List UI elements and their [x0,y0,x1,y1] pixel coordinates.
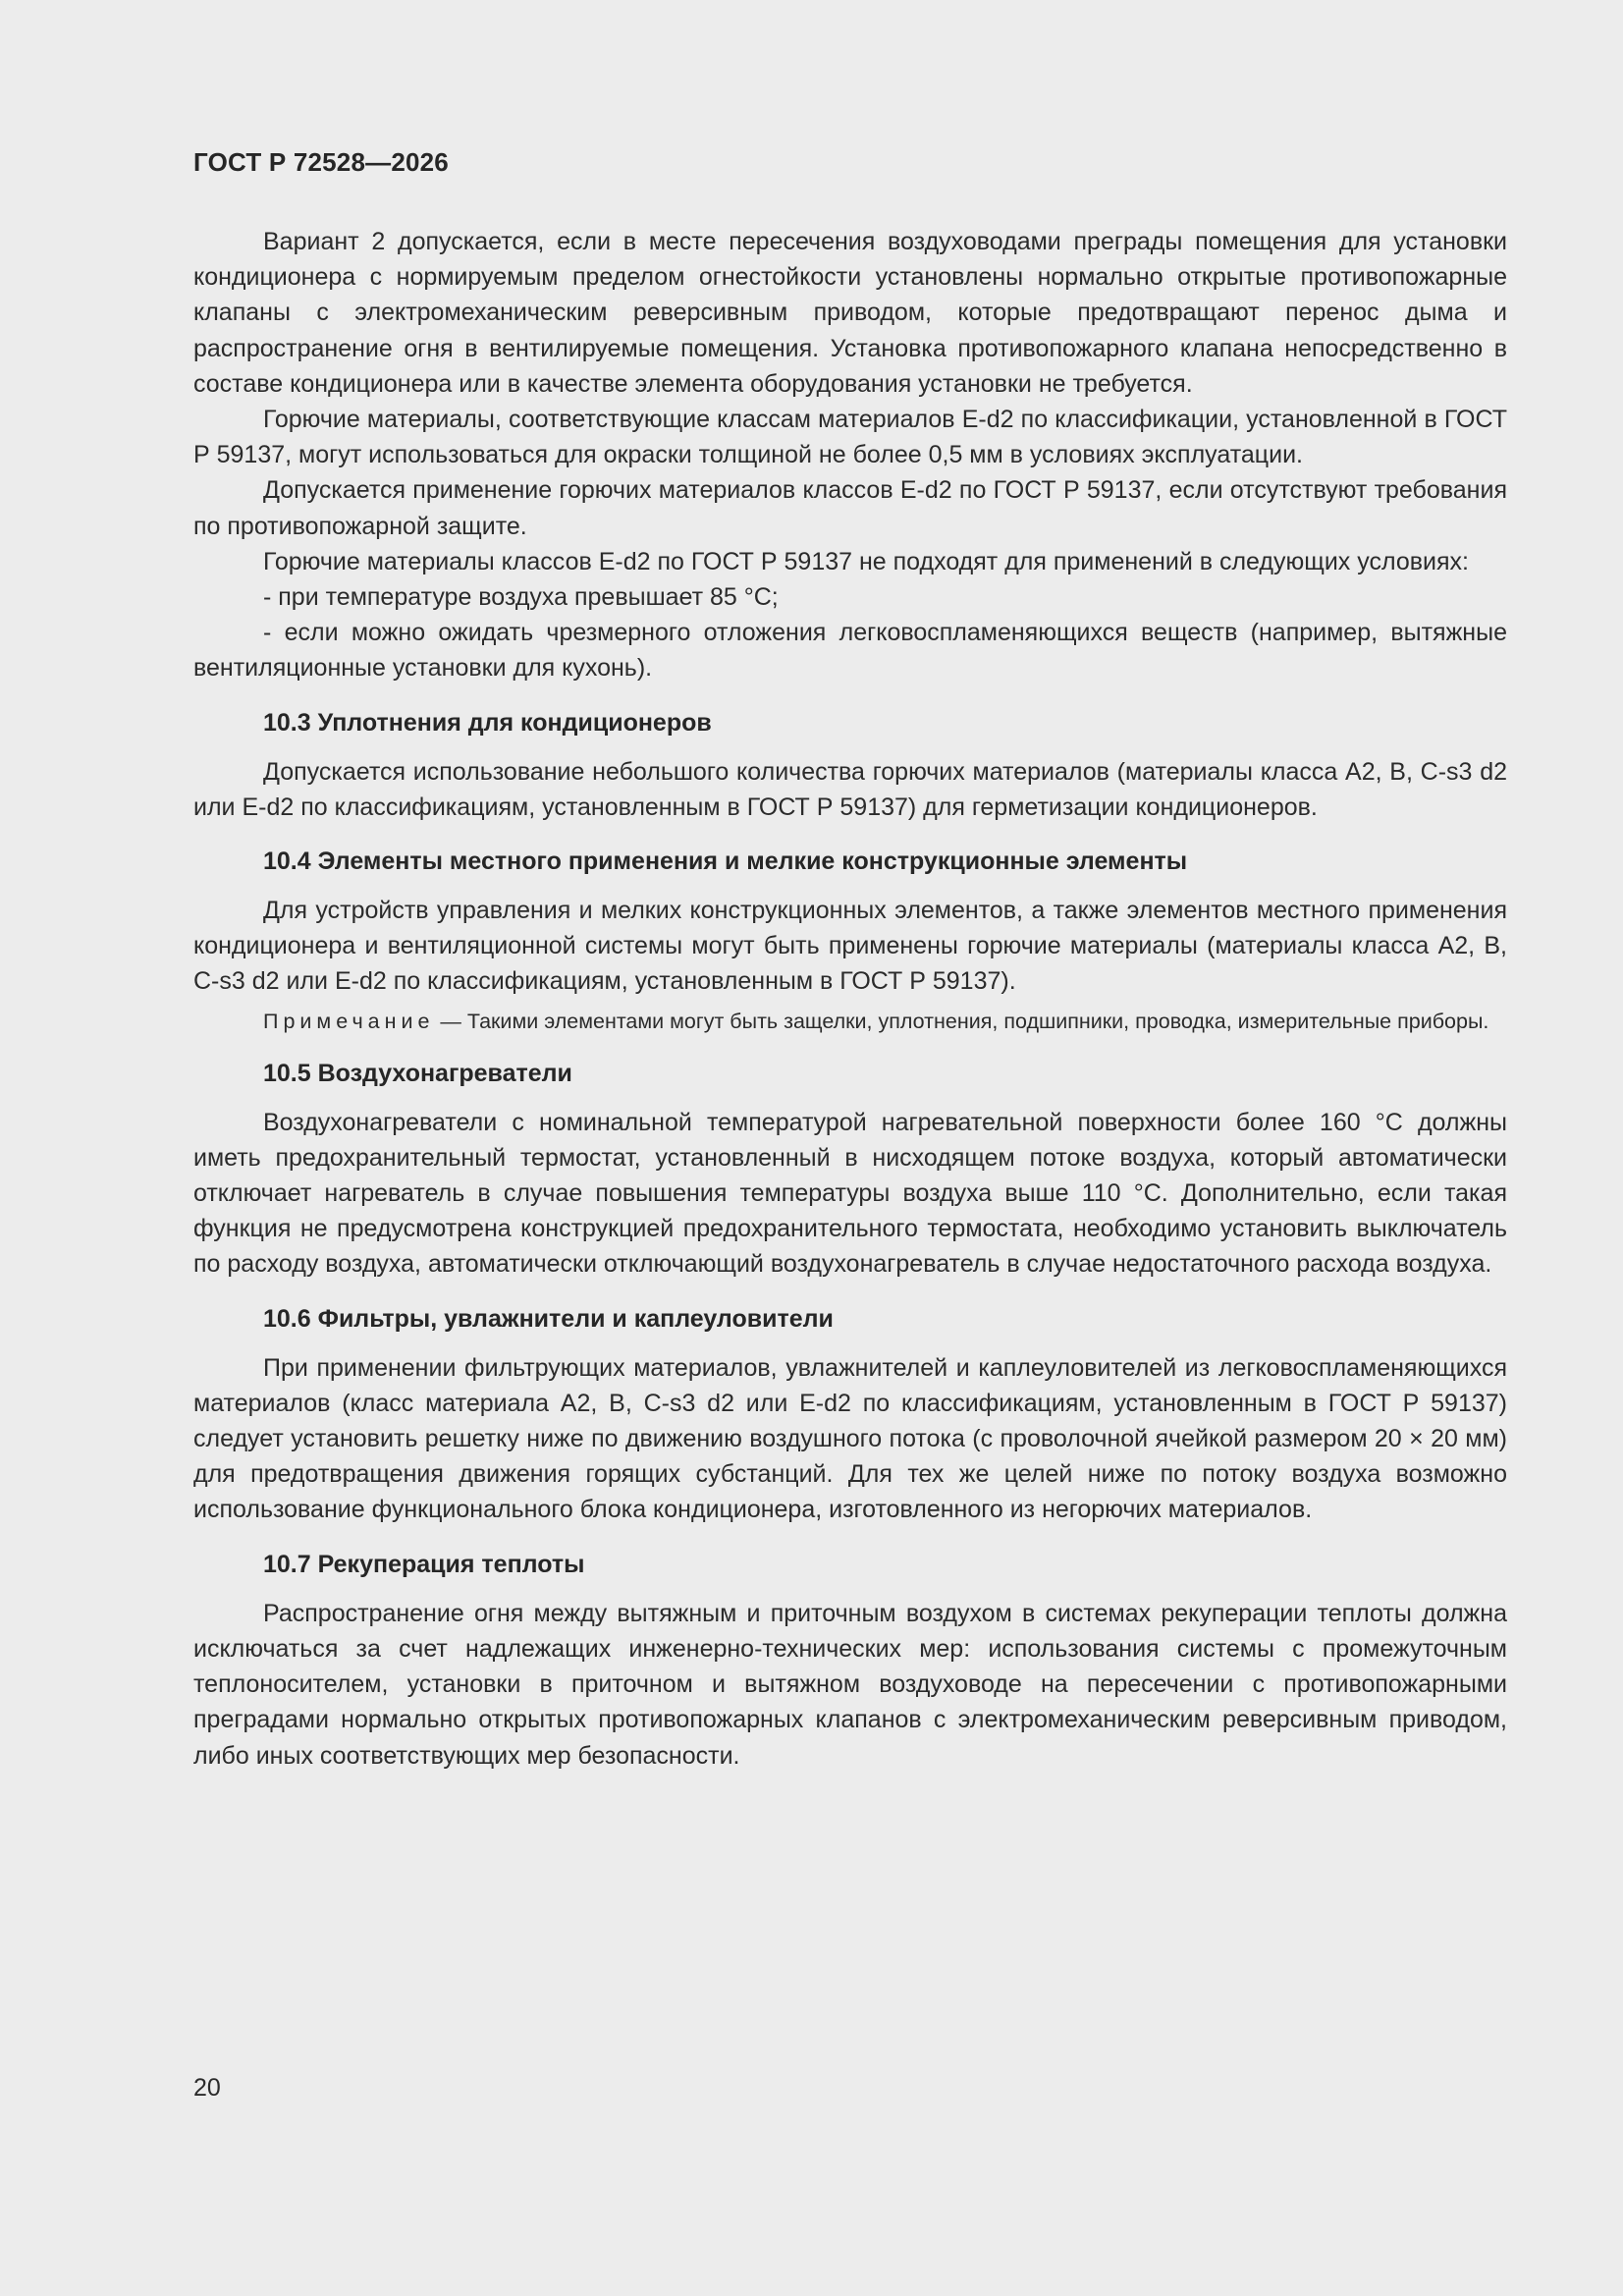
section-heading-10-3: 10.3 Уплотнения для кондиционеров [263,708,712,737]
paragraph: При применении фильтрующих материалов, увлажнителей и каплеуловителей из легковоспламеняющихся материалов (класс материала А2, B, C-s3 d2 или E-d2 по классификациям, установленным в ГОСТ Р 59137) следует установить решетку ниже по движению воздушного потока (с проволочной ячейкой размером 20 × 20 мм) для предотвращения движения горящих субстанций. Для тех же целей ниже по потоку воздуха возможно использование функционального блока кондиционера, изготовленного из негорючих материалов. [193,1353,1507,1524]
paragraph: Для устройств управления и мелких конструкционных элементов, а также элементов местного применения кондиционера и вентиляционной системы могут быть применены горючие материалы (материалы класса А2, B, C-s3 d2 или E-d2 по классификациям, установленным в ГОСТ Р 59137). [193,897,1507,996]
paragraph: Допускается применение горючих материалов классов E-d2 по ГОСТ Р 59137, если отсутствуют требования по противопожарной защите. [193,476,1507,540]
document-code-header: ГОСТ Р 72528—2026 [193,147,449,177]
paragraph: Допускается использование небольшого количества горючих материалов (материалы класса А2, B, C-s3 d2 или E-d2 по классификациям, установленным в ГОСТ Р 59137) для герметизации кондиционеров. [193,757,1507,821]
page-number: 20 [193,2074,221,2102]
paragraph: Горючие материалы, соответствующие классам материалов E-d2 по классификации, установленной в ГОСТ Р 59137, могут использоваться для окраски толщиной не более 0,5 мм в условиях эксплуатации. [193,406,1507,469]
document-body [193,224,1507,1774]
note-label: Примечание [263,1009,435,1033]
section-heading-10-4: 10.4 Элементы местного применения и мелкие конструкционные элементы [263,847,1188,876]
paragraph: Воздухонагреватели с номинальной температурой нагревательной поверхности более 160 °С должны иметь предохранительный термостат, установленный в нисходящем потоке воздуха, который автоматически отключает нагреватель в случае повышения температуры воздуха выше 110 °С. Дополнительно, если такая функция не предусмотрена конструкцией предохранительного термостата, необходимо установить выключатель по расходу воздуха, автоматически отключающий воздухонагреватель в случае недостаточного расхода воздуха. [193,1108,1507,1279]
section-heading-10-6: 10.6 Фильтры, увлажнители и каплеуловители [263,1304,834,1333]
note [193,1007,1507,1037]
paragraph: Вариант 2 допускается, если в месте пересечения воздуховодами преграды помещения для установки кондиционера с нормируемым пределом огнестойкости установлены нормально открытые противопожарные клапаны с электромеханическим реверсивным приводом, которые предотвращают перенос дыма и распространение огня в вентилируемые помещения. Установка противопожарного клапана непосредственно в составе кондиционера или в качестве элемента оборудования установки не требуется. [193,228,1507,398]
paragraph: Горючие материалы классов E-d2 по ГОСТ Р 59137 не подходят для применений в следующих условиях: [263,547,1469,575]
list-item: - если можно ожидать чрезмерного отложения легковоспламеняющихся веществ (например, вытяжные вентиляционные установки для кухонь). [193,619,1507,683]
note-text: — Такими элементами могут быть защелки, уплотнения, подшипники, проводка, измерительные приборы. [434,1009,1489,1033]
section-heading-10-7: 10.7 Рекуперация теплоты [263,1550,585,1578]
list-item: - при температуре воздуха превышает 85 °С; [263,583,779,612]
paragraph: Распространение огня между вытяжным и приточным воздухом в системах рекуперации теплоты должна исключаться за счет надлежащих инженерно-технических мер: использования системы с промежуточным теплоносителем, установки в приточном и вытяжном воздуховоде на пересечении с противопожарными преградами нормально открытых противопожарных клапанов с электромеханическим реверсивным приводом, либо иных соответствующих мер безопасности. [193,1599,1507,1770]
section-heading-10-5: 10.5 Воздухонагреватели [263,1059,572,1087]
